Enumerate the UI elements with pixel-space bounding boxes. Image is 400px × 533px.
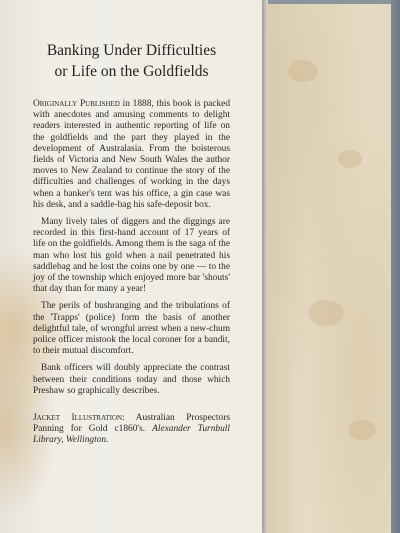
foxing-spot: [308, 300, 344, 326]
flap-text: [33, 40, 230, 447]
foxing-spot: [288, 60, 318, 82]
blurb-paragraph-3: The perils of bushranging and the tribulations of the 'Trapps' (police) form the basis of another delightful tale, of wrongful arrest when a new-chum police officer mistook the local coroner for a bandit, to their mutual discomfort.: [33, 301, 230, 357]
credit-text: Australian Prospectors Panning for Gold c1860's.: [33, 413, 230, 435]
credit-source: Alexander Turnbull Library, Wellington.: [33, 424, 230, 446]
credit-lead: Jacket Illustration:: [33, 413, 125, 424]
blurb-lead: Originally Published: [33, 99, 120, 109]
jacket-illustration-credit: [33, 413, 230, 447]
cover-board: [391, 0, 400, 533]
foxing-spot: [338, 150, 362, 168]
title-line-2: or Life on the Goldfields: [54, 63, 209, 80]
blurb-paragraph-1-text: in 1888, this book is packed with anecdotes and amusing comments to delight readers interested in authentic reporting of life on the goldfields and the part they played in the development of Australasia. From the boisterous fields of Victoria and New South Wales the author moves to New Zealand to continue the story of the difficulties and challenges of working in the days when a banker's tent was his office, a gin case was his desk, and a saddle-bag his safe-deposit box.: [33, 99, 231, 210]
blurb-paragraph-1: [33, 99, 230, 211]
book-page: [268, 0, 400, 533]
blurb-paragraph-2: Many lively tales of diggers and the diggings are recorded in this first-hand account of 17 years of life on the goldfields. Among them is the saga of the man who lost his gold when a nail penetrated his saddlebag and he lost the coins one by one — to the joy of the township which enjoyed more bar 'shouts' that day than for many a year!: [33, 217, 230, 295]
cover-board-top: [268, 0, 400, 4]
title-line-1: Banking Under Difficulties: [46, 42, 217, 59]
flap-fold-edge: [262, 0, 268, 533]
flap-title: [33, 40, 230, 82]
foxing-spot: [348, 420, 376, 440]
blurb-paragraph-4: Bank officers will doubly appreciate the contrast between their conditions today and those which Preshaw so graphically describes.: [33, 363, 230, 396]
